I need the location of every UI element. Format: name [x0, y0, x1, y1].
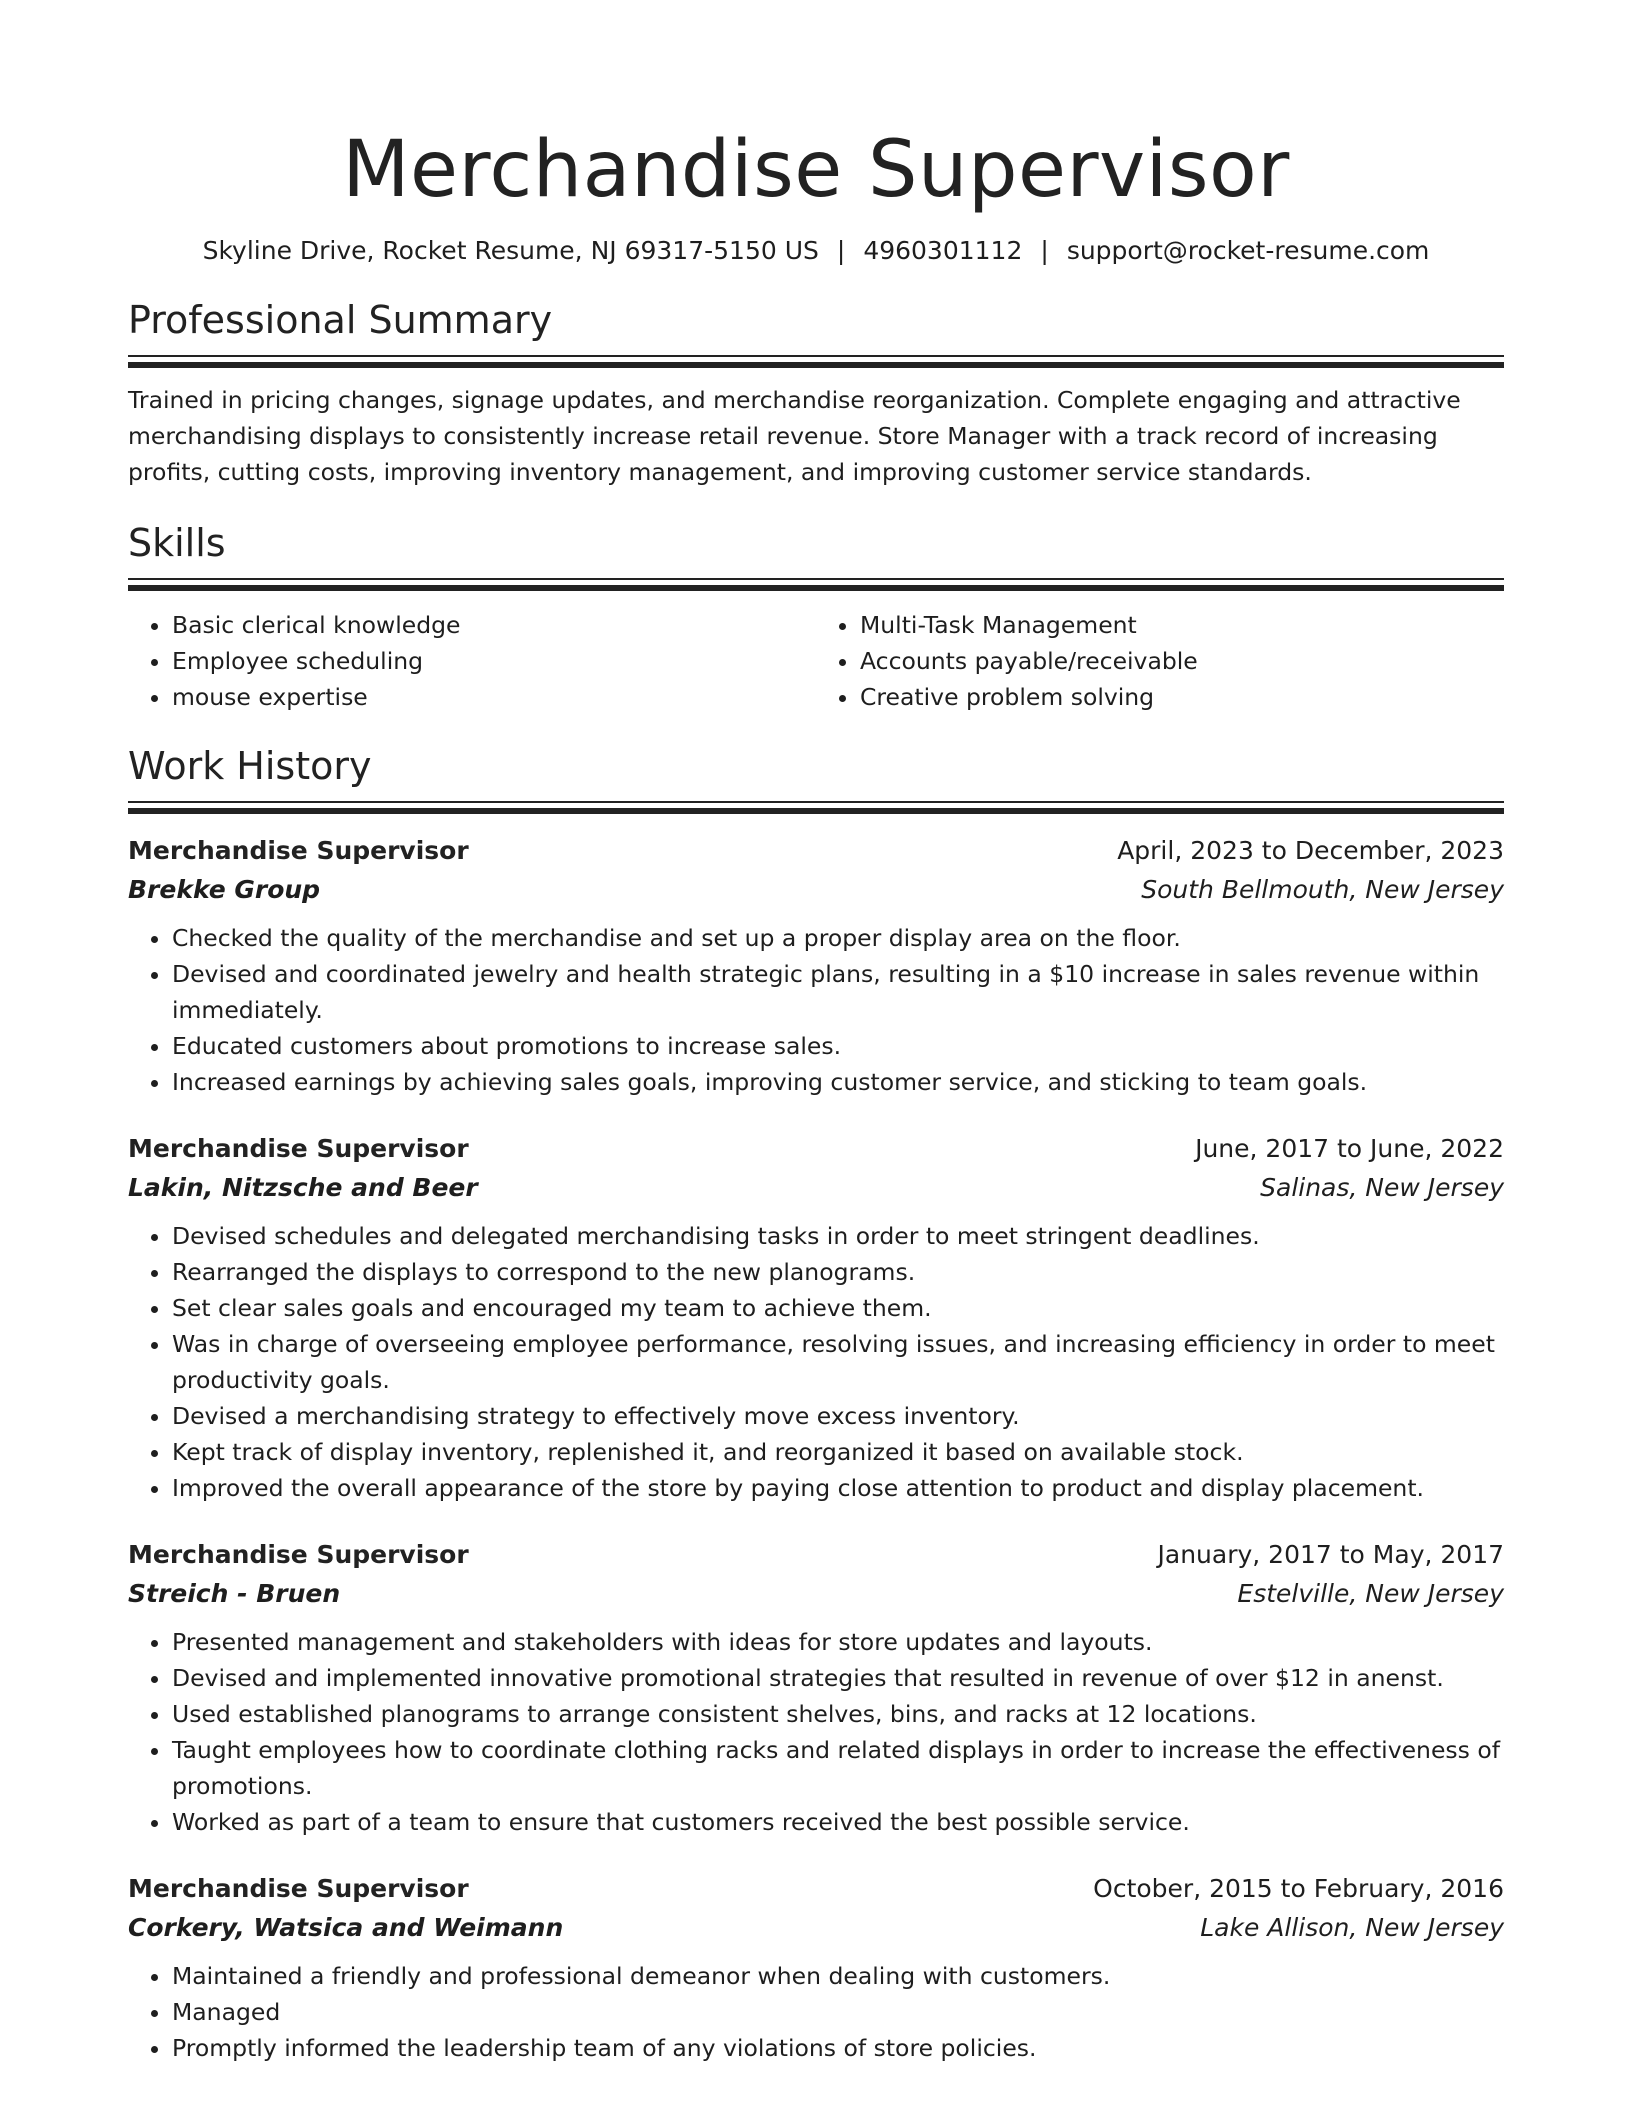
job-dates: January, 2017 to May, 2017	[1157, 1540, 1504, 1569]
job-entry	[128, 1130, 1504, 1506]
job-subheader	[128, 870, 1504, 910]
job-bullet: • Worked as part of a team to ensure that customers received the best possible service.	[172, 1804, 1504, 1840]
job-bullets	[128, 920, 1504, 1100]
job-entry	[128, 832, 1504, 1100]
contact-address: Skyline Drive, Rocket Resume, NJ 69317-5150 US	[202, 236, 819, 265]
resume-name: Merchandise Supervisor	[342, 125, 1290, 215]
job-entry	[128, 1870, 1504, 2066]
job-company: Lakin, Nitzsche and Beer	[128, 1173, 478, 1202]
section-title-summary: Professional Summary	[128, 298, 553, 342]
job-company: Corkery, Watsica and Weimann	[128, 1913, 564, 1942]
skill-item: • Basic clerical knowledge	[172, 607, 816, 643]
job-bullet: • Taught employees how to coordinate clothing racks and related displays in order to increase the effectiveness of promotions.	[172, 1732, 1504, 1804]
job-bullet: • Devised and coordinated jewelry and health strategic plans, resulting in a $10 increase in sales revenue within immediately.	[172, 956, 1504, 1028]
job-bullet: • Maintained a friendly and professional demeanor when dealing with customers.	[172, 1958, 1504, 1994]
job-bullet: • Checked the quality of the merchandise and set up a proper display area on the floor.	[172, 920, 1504, 956]
skill-item: • Multi-Task Management	[860, 607, 1504, 643]
contact-separator: |	[1040, 236, 1049, 265]
skills-list-left	[128, 607, 816, 715]
job-bullets	[128, 1958, 1504, 2066]
contact-separator: |	[836, 236, 846, 265]
job-bullet: • Increased earnings by achieving sales goals, improving customer service, and sticking to team goals.	[172, 1064, 1504, 1100]
skill-item: • Employee scheduling	[172, 643, 816, 679]
summary-text: Trained in pricing changes, signage updates, and merchandise reorganization. Complete engaging and attractive merchandising displays to consistently increase retail revenue. Store Manager with a track record of increasing profits, cutting costs, improving inventory management, and improving customer service standards.	[128, 386, 1461, 486]
job-company: Brekke Group	[128, 875, 321, 904]
job-location: Salinas, New Jersey	[1260, 1173, 1504, 1202]
job-bullet: • Promptly informed the leadership team of any violations of store policies.	[172, 2030, 1504, 2066]
skills-list-right	[816, 607, 1504, 715]
section-rule	[128, 801, 1504, 814]
section-title-work: Work History	[128, 744, 372, 788]
contact-line	[128, 233, 1504, 269]
job-bullet: • Devised and implemented innovative promotional strategies that resulted in revenue of over $12 in anenst.	[172, 1660, 1504, 1696]
job-title: Merchandise Supervisor	[128, 1874, 469, 1903]
job-bullet: • Set clear sales goals and encouraged my team to achieve them.	[172, 1290, 1504, 1326]
job-header	[128, 1536, 1504, 1574]
job-title: Merchandise Supervisor	[128, 1540, 469, 1569]
job-subheader	[128, 1908, 1504, 1948]
skill-item: • mouse expertise	[172, 679, 816, 715]
job-bullets	[128, 1624, 1504, 1840]
section-skills	[128, 518, 1504, 715]
job-bullet: • Managed	[172, 1994, 1504, 2030]
job-bullet: • Devised a merchandising strategy to effectively move excess inventory.	[172, 1398, 1504, 1434]
job-company: Streich - Bruen	[128, 1579, 341, 1608]
job-bullet: • Improved the overall appearance of the store by paying close attention to product and display placement.	[172, 1470, 1504, 1506]
job-bullet: • Educated customers about promotions to increase sales.	[172, 1028, 1504, 1064]
section-work-history	[128, 741, 1504, 2066]
job-bullet: • Was in charge of overseeing employee performance, resolving issues, and increasing efficiency in order to meet productivity goals.	[172, 1326, 1504, 1398]
job-location: South Bellmouth, New Jersey	[1141, 875, 1504, 904]
job-bullets	[128, 1218, 1504, 1506]
job-header	[128, 1870, 1504, 1908]
job-bullet: • Devised schedules and delegated merchandising tasks in order to meet stringent deadlines.	[172, 1218, 1504, 1254]
job-bullet: • Used established planograms to arrange consistent shelves, bins, and racks at 12 locations.	[172, 1696, 1504, 1732]
job-dates: April, 2023 to December, 2023	[1117, 836, 1504, 865]
job-title: Merchandise Supervisor	[128, 836, 469, 865]
job-bullet: • Presented management and stakeholders with ideas for store updates and layouts.	[172, 1624, 1504, 1660]
section-summary	[128, 295, 1504, 490]
job-bullet: • Kept track of display inventory, replenished it, and reorganized it based on available stock.	[172, 1434, 1504, 1470]
job-location: Estelville, New Jersey	[1237, 1579, 1504, 1608]
job-entry	[128, 1536, 1504, 1840]
job-location: Lake Allison, New Jersey	[1200, 1913, 1504, 1942]
job-title: Merchandise Supervisor	[128, 1134, 469, 1163]
skills-columns	[128, 607, 1504, 715]
job-bullet: • Rearranged the displays to correspond to the new planograms.	[172, 1254, 1504, 1290]
job-header	[128, 832, 1504, 870]
job-dates: June, 2017 to June, 2022	[1195, 1134, 1504, 1163]
section-rule	[128, 355, 1504, 368]
contact-email[interactable]: support@rocket-resume.com	[1066, 236, 1430, 265]
skill-item: • Creative problem solving	[860, 679, 1504, 715]
resume-page	[128, 0, 1504, 2066]
section-rule	[128, 578, 1504, 591]
job-header	[128, 1130, 1504, 1168]
skill-item: • Accounts payable/receivable	[860, 643, 1504, 679]
contact-phone: 4960301112	[863, 236, 1023, 265]
job-subheader	[128, 1168, 1504, 1208]
section-title-skills: Skills	[128, 521, 226, 565]
job-subheader	[128, 1574, 1504, 1614]
job-dates: October, 2015 to February, 2016	[1093, 1874, 1504, 1903]
